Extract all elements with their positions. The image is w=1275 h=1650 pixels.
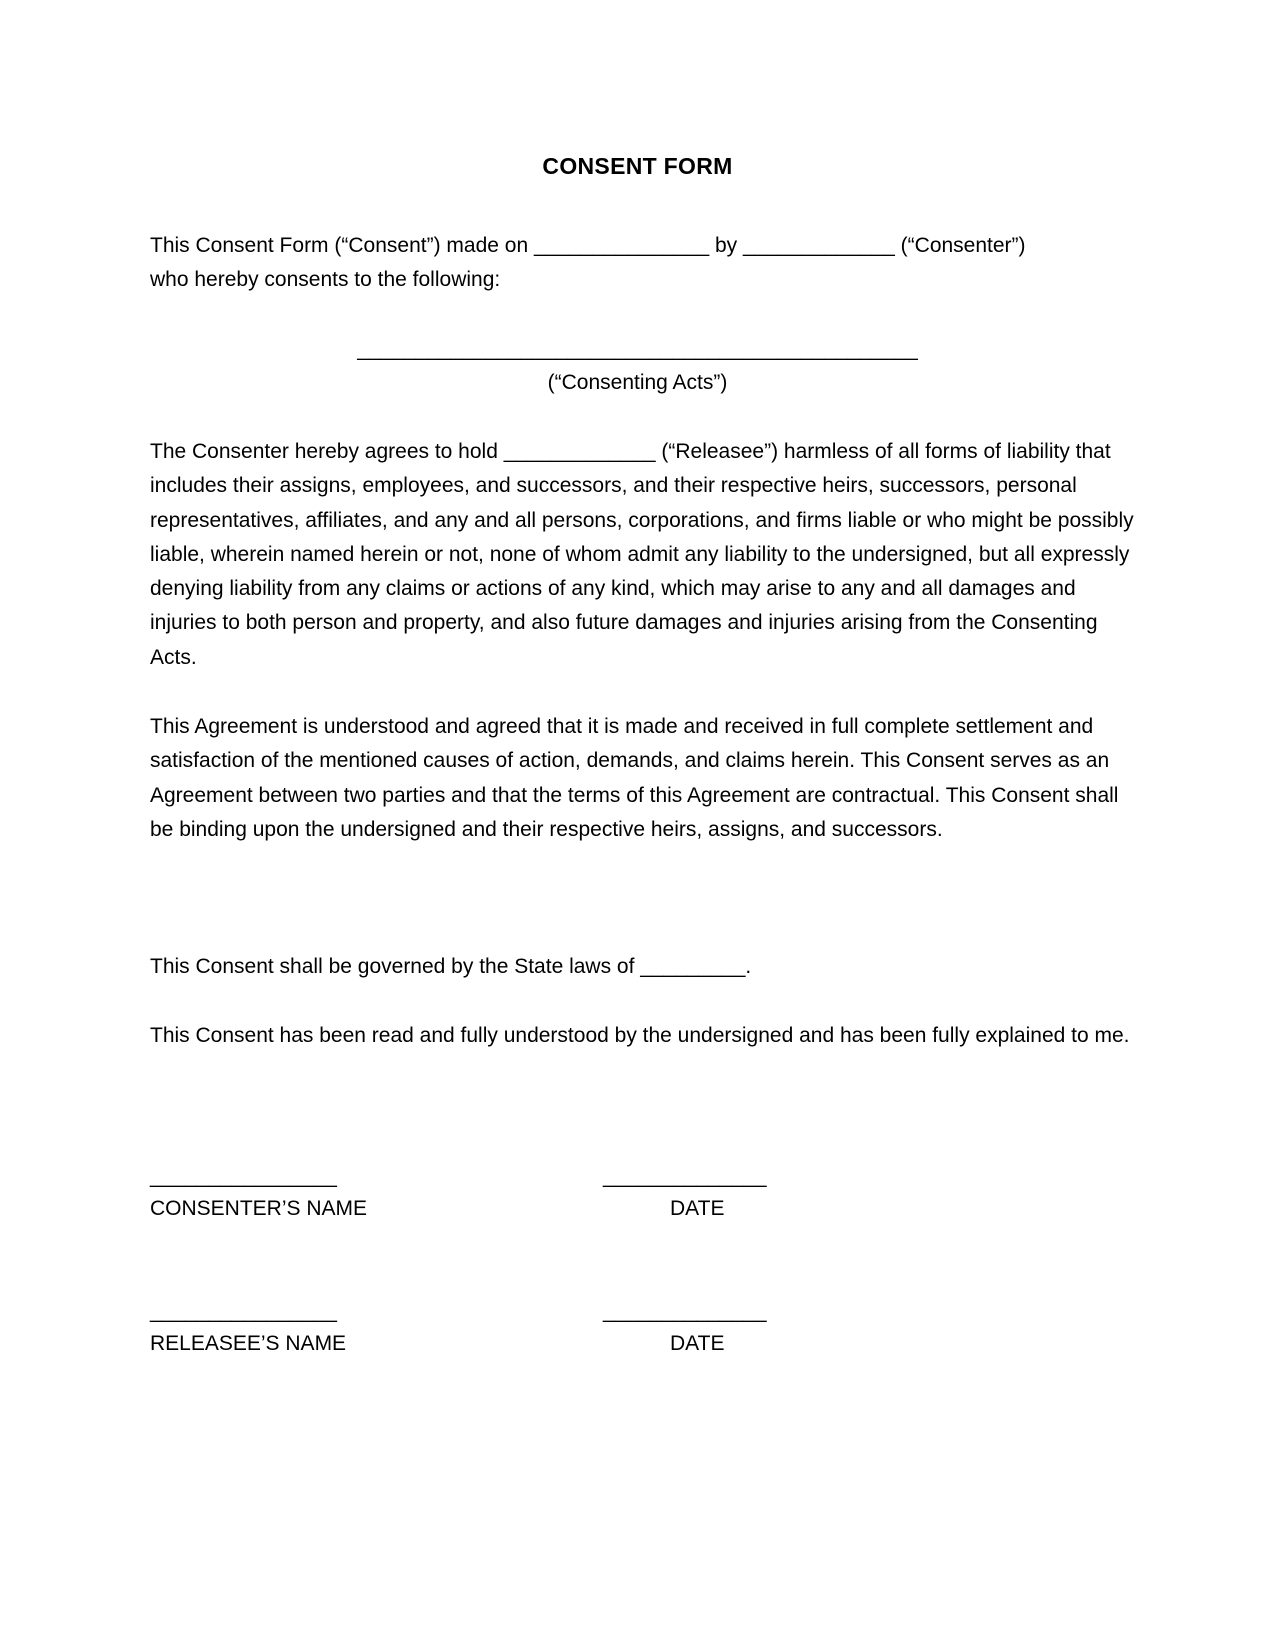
consenting-acts-label: (“Consenting Acts”) [547, 371, 728, 394]
document-title: CONSENT FORM [542, 153, 733, 179]
consenter-signature-line: ________________ [150, 1165, 337, 1188]
intro-line-1: This Consent Form (“Consent”) made on _______________ by _____________ (“Consenter”) [150, 234, 1026, 257]
intro-line-2: who hereby consents to the following: [150, 268, 501, 292]
consenter-date-label: DATE [670, 1197, 725, 1220]
intro-paragraph [150, 229, 1135, 298]
governing-law-paragraph: This Consent shall be governed by the State laws of _________. [150, 955, 752, 978]
releasee-signature-line: ________________ [150, 1300, 337, 1323]
consenter-name-label: CONSENTER’S NAME [150, 1197, 368, 1220]
release-paragraph: The Consenter hereby agrees to hold _____________ (“Releasee”) harmless of all forms of liability that includes their assigns, employees, and successors, and their respective heirs, successors, personal representatives, affiliates, and any and all persons, corporations, and firms liable or who might be possibly liable, wherein named herein or not, none of whom admit any liability to the undersigned, but all expressly denying liability from any claims or actions of any kind, which may arise to any and all damages and injuries to both person and property, and also future damages and injuries arising from the Consenting Acts. [150, 440, 1134, 669]
releasee-date-line: ______________ [603, 1300, 767, 1323]
consenting-acts-blank: ________________________________________________ [357, 338, 918, 361]
acknowledgement-paragraph: This Consent has been read and fully understood by the undersigned and has been fully explained to me. [150, 1024, 1130, 1047]
releasee-name-label: RELEASEE’S NAME [150, 1332, 347, 1355]
consenter-date-line: ______________ [603, 1165, 767, 1188]
agreement-paragraph: This Agreement is understood and agreed that it is made and received in full complete settlement and satisfaction of the mentioned causes of action, demands, and claims herein. This Consent serves as an Agreement between two parties and that the terms of this Agreement are contractual. This Consent shall be binding upon the undersigned and their respective heirs, assigns, and successors. [150, 715, 1119, 841]
releasee-date-label: DATE [670, 1332, 725, 1355]
